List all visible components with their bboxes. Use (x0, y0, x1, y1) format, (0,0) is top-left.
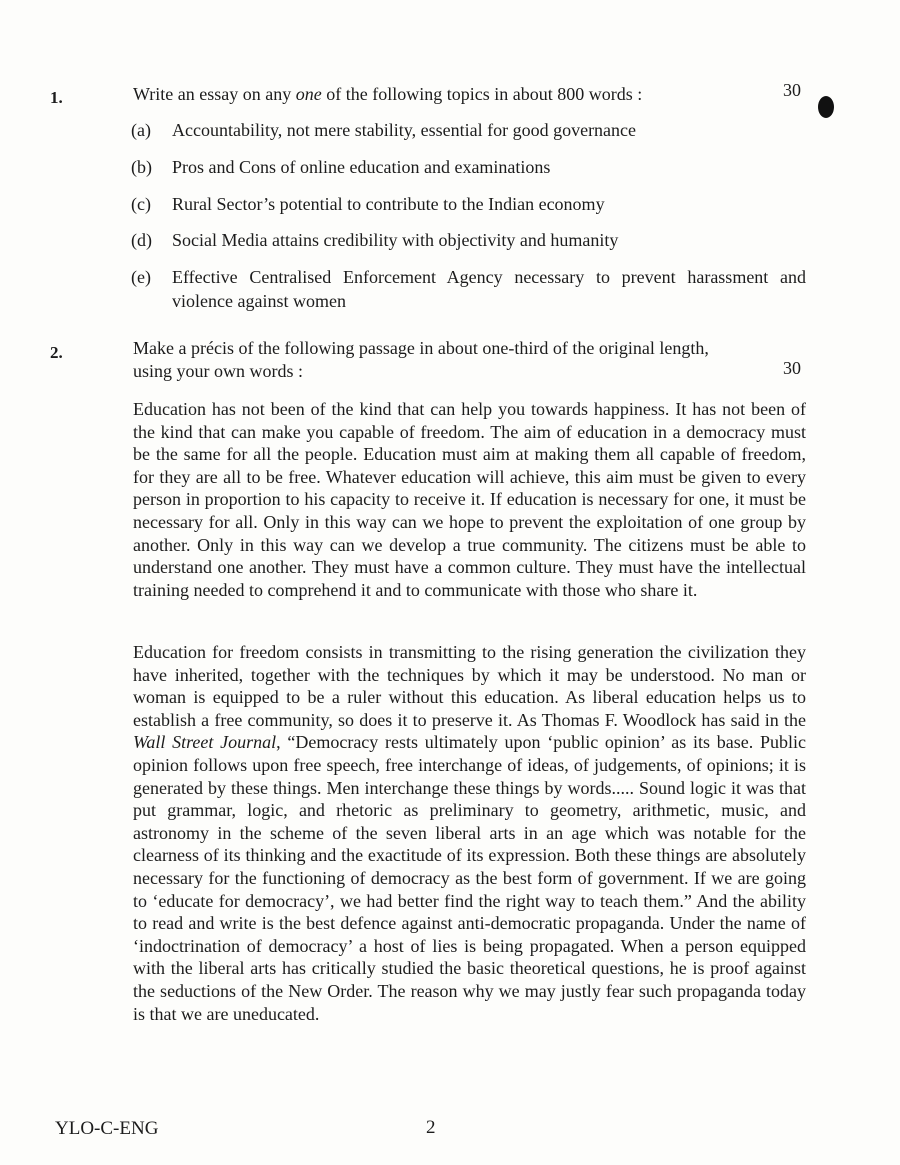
passage-paragraph-2 (133, 641, 806, 1025)
paper-code: YLO-C-ENG (55, 1118, 159, 1139)
option-label: (e) (131, 267, 151, 287)
passage-paragraph-1: Education has not been of the kind that can help you towards happiness. It has not been of the kind that can make you capable of freedom. The aim of education in a democracy must be the same for all the people. Education must aim at making them all capable of freedom, for they are all to be free. Whatever education will achieve, this aim must be given to every person in proportion to his capacity to receive it. If education is necessary for one, it must be necessary for all. Only in this way can we hope to prevent the exploitation of one group by another. Only in this way can we develop a true community. The citizens must be able to understand one another. They must have a common culture. They must have the intellectual training needed to comprehend it and to communicate with those who share it. (133, 399, 806, 600)
ink-blot (818, 96, 834, 118)
option-label: (c) (131, 194, 151, 214)
q1-prompt-emphasis: one (295, 84, 322, 104)
para2-part-a: Education for freedom consists in transmitting to the rising generation the civilization they have inherited, together with the techniques by which it may be understood. No man or woman is equipped to be a ruler without this education. As liberal education helps us to establish a free community, so does it to preserve it. As Thomas F. Woodlock has said in the (133, 642, 806, 730)
question-1-prompt (133, 83, 806, 105)
question-2-number: 2. (50, 343, 63, 362)
q1-prompt-pre: Write an essay on any (133, 84, 296, 104)
para2-part-b: , “Democracy rests ultimately upon ‘public opinion’ as its base. Public opinion follows upon free speech, free interchange of ideas, of judgements, of opinions; it is generated by these things. Men interchange these things by words..... Sound logic it was that put grammar, logic, and rhetoric as preliminary to geometry, arithmetic, music, and astronomy in the scheme of the seven liberal arts in an age which was notable for the clearness of its thinking and the exactitude of its expression. Both these things are absolutely necessary for the functioning of democracy as the best form of government. If we are going to ‘educate for democracy’, we had better find the right way to teach them.” And the ability to read and write is the best defence against anti-democratic propaganda. Under the name of ‘indoctrination of democracy’ a host of lies is being propagated. When a person equipped with the liberal arts has critically studied the basic theoretical questions, he is proof against the seductions of the New Order. The reason why we may justly fear such propaganda today is that we are uneducated. (133, 732, 806, 1024)
question-1-number: 1. (50, 88, 63, 107)
newspaper-title: Wall Street Journal (133, 732, 277, 753)
question-2-marks: 30 (783, 358, 801, 378)
option-text: Pros and Cons of online education and examinations (172, 157, 551, 177)
option-text: Effective Centralised Enforcement Agency necessary to prevent harassment and violence against women (172, 267, 806, 311)
question-2-prompt-line1: Make a précis of the following passage in about one-third of the original length, (133, 338, 709, 358)
option-label: (b) (131, 157, 152, 177)
option-label: (a) (131, 120, 151, 140)
option-label: (d) (131, 230, 152, 250)
q1-prompt-post: of the following topics in about 800 words : (321, 84, 643, 104)
option-text: Accountability, not mere stability, essential for good governance (172, 120, 637, 140)
option-text: Social Media attains credibility with objectivity and humanity (172, 230, 619, 250)
question-1-marks: 30 (783, 80, 801, 100)
page-number: 2 (426, 1117, 436, 1138)
option-text: Rural Sector’s potential to contribute to the Indian economy (172, 194, 605, 214)
question-2-prompt-line2: using your own words : (133, 361, 303, 381)
